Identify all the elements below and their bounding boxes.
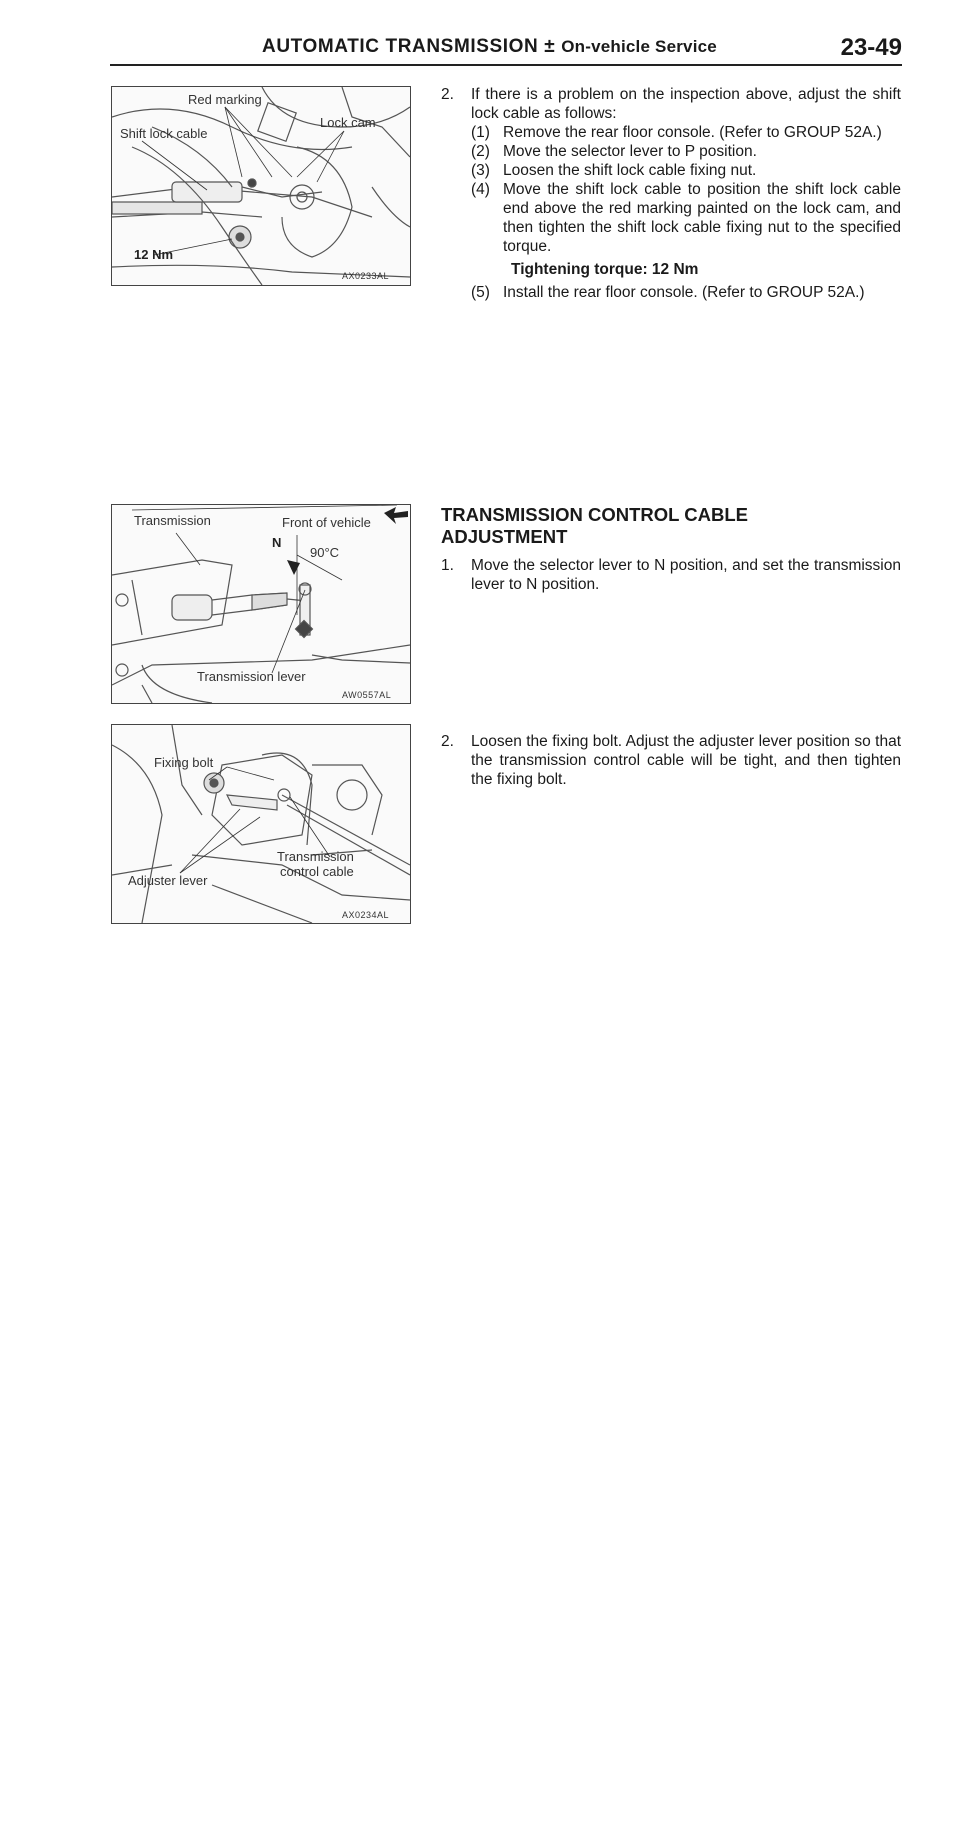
figure-transmission-lever-drawing: [112, 505, 410, 703]
substep-text: Remove the rear floor console. (Refer to GROUP 52A.): [503, 124, 882, 141]
step-row: [441, 556, 901, 594]
figure-shift-lock-cable: [111, 86, 411, 286]
page-number: 23-49: [840, 34, 902, 61]
heading-line-2: ADJUSTMENT: [441, 526, 568, 547]
figure-transmission-lever: [111, 504, 411, 704]
label-torque: 12 Nm: [134, 247, 174, 262]
label-lock-cam: Lock cam: [320, 115, 376, 130]
figure-control-cable-drawing: [112, 725, 410, 923]
figure-shift-lock-cable-drawing: [112, 87, 410, 285]
step-number: 2.: [441, 86, 454, 103]
label-shift-lock-cable: Shift lock cable: [120, 126, 208, 141]
label-red-marking: Red marking: [188, 92, 262, 107]
figure-code: AX0233AL: [342, 271, 390, 281]
substep-number: (2): [471, 143, 490, 160]
step-number: 1.: [441, 557, 454, 574]
control-cable-step-2: [441, 732, 901, 789]
substep-number: (3): [471, 162, 490, 179]
substep-2: [441, 142, 901, 161]
heading-line-1: TRANSMISSION CONTROL CABLE: [441, 504, 748, 525]
figure-code: AW0557AL: [342, 690, 392, 700]
shift-lock-adjustment-steps: [441, 85, 901, 302]
torque-note: Tightening torque: 12 Nm: [511, 261, 699, 278]
substep-number: (5): [471, 284, 490, 301]
step-number: 2.: [441, 733, 454, 750]
label-n-position: N: [272, 535, 282, 550]
label-transmission: Transmission: [134, 513, 211, 528]
step-text: Loosen the fixing bolt. Adjust the adjuster lever position so that the transmission control cable will be tight, and then tighten the fixing bolt.: [471, 733, 901, 788]
label-transmission-lever: Transmission lever: [197, 669, 306, 684]
label-front-of-vehicle: Front of vehicle: [282, 515, 371, 530]
angle-arrow-icon: [287, 560, 300, 575]
header-subsection: On-vehicle Service: [561, 37, 717, 56]
substep-number: (1): [471, 124, 490, 141]
substep-text: Loosen the shift lock cable fixing nut.: [503, 162, 757, 179]
label-adjuster-lever: Adjuster lever: [128, 873, 208, 888]
label-control-cable-line2: control cable: [280, 864, 354, 879]
header-rule: [110, 64, 902, 66]
label-angle: 90°C: [310, 545, 340, 560]
substep-4: [441, 180, 901, 256]
substep-1: [441, 123, 901, 142]
header-title: [262, 36, 717, 58]
section-heading: [441, 504, 901, 548]
figure-code: AX0234AL: [342, 910, 390, 920]
substep-text: Move the shift lock cable to position the shift lock cable end above the red marking painted on the lock cam, and then tighten the shift lock cable fixing nut to the specified torque.: [503, 181, 901, 255]
label-control-cable-line1: Transmission: [277, 849, 354, 864]
step-row: [441, 732, 901, 789]
step-text: If there is a problem on the inspection above, adjust the shift lock cable as follows:: [471, 86, 901, 122]
substep-text: Install the rear floor console. (Refer to GROUP 52A.): [503, 284, 865, 301]
step-text: Move the selector lever to N position, and set the transmission lever to N position.: [471, 557, 901, 593]
control-cable-step-1: [441, 556, 901, 594]
header-section: AUTOMATIC TRANSMISSION: [262, 36, 539, 57]
header-separator: ±: [544, 36, 556, 57]
figure-control-cable: [111, 724, 411, 924]
label-fixing-bolt: Fixing bolt: [154, 755, 214, 770]
substep-5: [441, 283, 901, 302]
front-arrow-icon: [384, 507, 408, 524]
substep-number: (4): [471, 181, 490, 198]
page-header: [0, 0, 960, 72]
substep-3: [441, 161, 901, 180]
substep-text: Move the selector lever to P position.: [503, 143, 757, 160]
step-2: [441, 85, 901, 123]
